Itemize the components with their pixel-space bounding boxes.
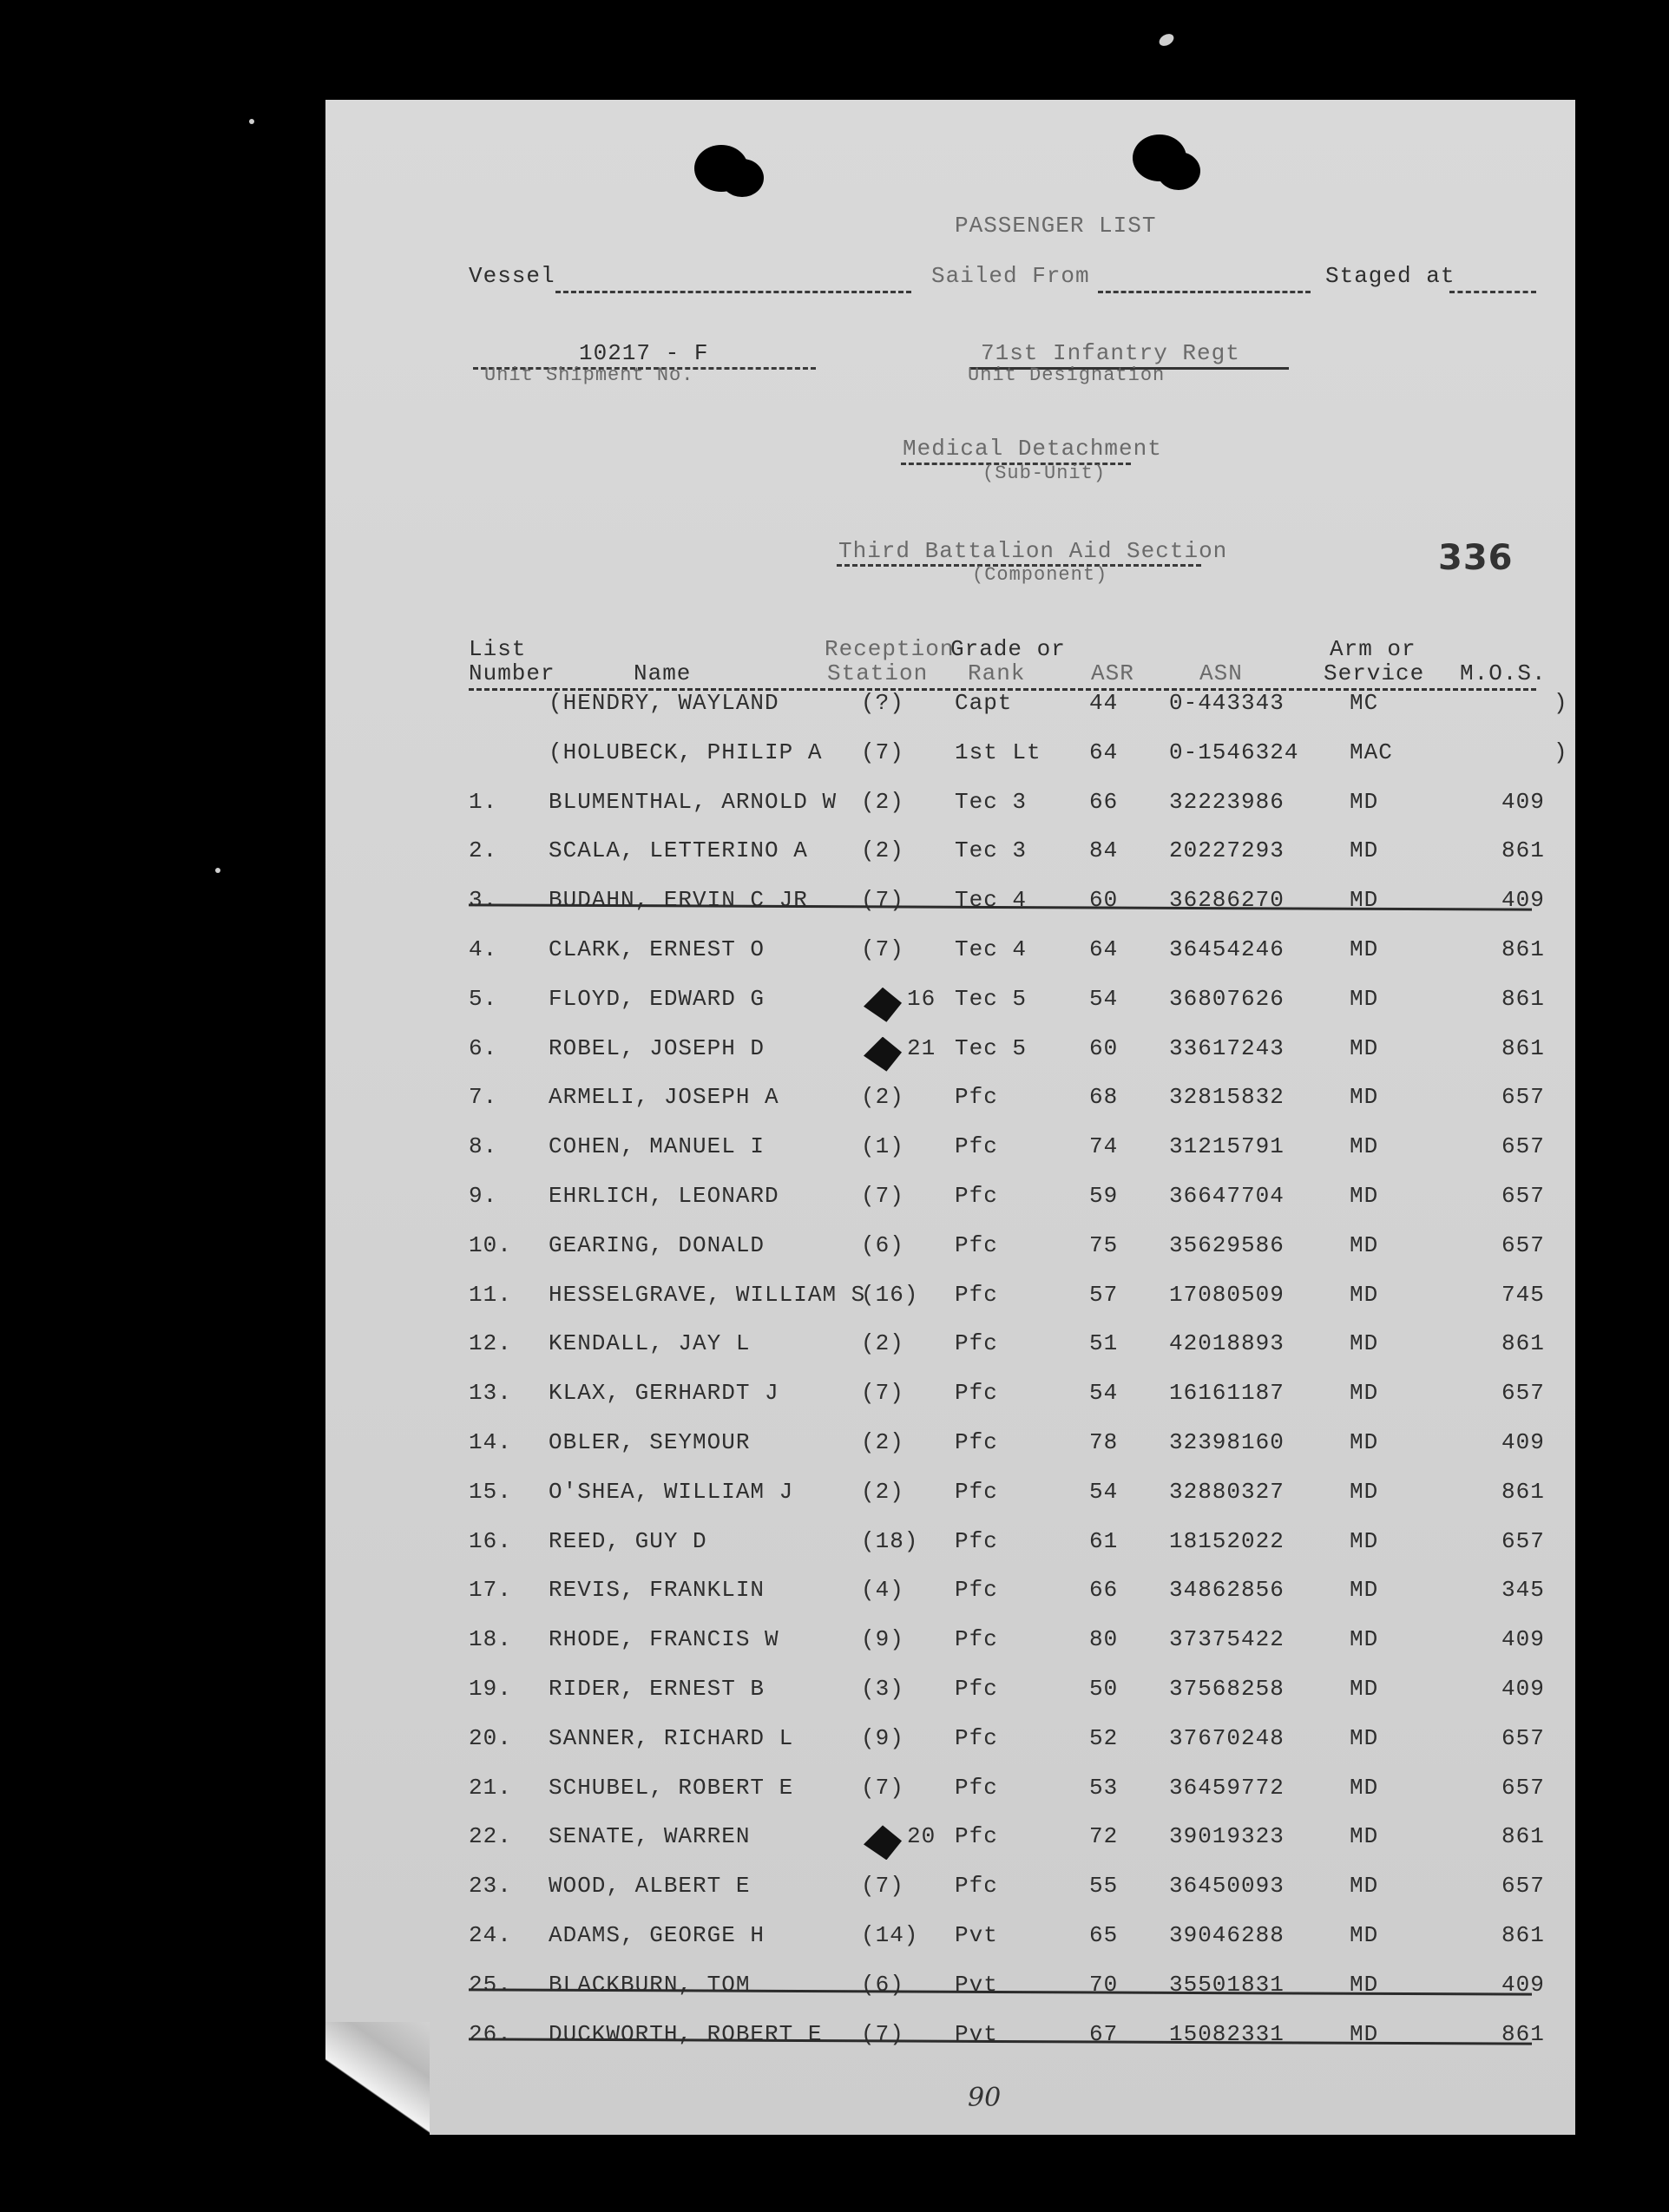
cell-rs: (3) [861, 1676, 904, 1702]
cell-asn: 36647704 [1169, 1183, 1285, 1209]
cell-name: BUDAHN, ERVIN C JR [549, 887, 808, 914]
cell-mos: 345 [1501, 1577, 1545, 1604]
cell-asn: 36807626 [1169, 985, 1285, 1012]
cell-name: REVIS, FRANKLIN [549, 1577, 766, 1604]
cell-grade: Tec 5 [955, 985, 1028, 1012]
cell-asr: 53 [1089, 1774, 1119, 1801]
cell-no: 13. [469, 1380, 512, 1407]
cell-rs: (7) [861, 887, 904, 914]
cell-arm: MD [1350, 1330, 1379, 1357]
cell-asr: 61 [1089, 1527, 1119, 1554]
col-reception-line1: Reception [825, 636, 955, 662]
cell-asr: 54 [1089, 1380, 1119, 1407]
cell-arm: MD [1350, 1823, 1379, 1850]
cell-asn: 36459772 [1169, 1774, 1285, 1801]
cell-rs: (16) [861, 1281, 919, 1308]
cell-name: HESSELGRAVE, WILLIAM S [549, 1281, 866, 1308]
table-row [325, 837, 1575, 879]
cell-mos: 409 [1501, 887, 1545, 914]
cell-grade: Pfc [955, 1676, 998, 1702]
cell-no: 2. [469, 837, 498, 864]
cell-rs: (9) [861, 1626, 904, 1653]
cell-no: 11. [469, 1281, 512, 1308]
cell-asn: 39019323 [1169, 1823, 1285, 1850]
col-name: Name [634, 660, 692, 686]
cell-mos: 861 [1501, 1330, 1545, 1357]
cell-rs: (14) [861, 1922, 919, 1948]
cell-asr: 54 [1089, 985, 1119, 1012]
cell-asn: 31215791 [1169, 1133, 1285, 1160]
cell-no: 26. [469, 2020, 512, 2047]
cell-asr: 84 [1089, 837, 1119, 864]
cell-rs: (2) [861, 788, 904, 815]
cell-no: 5. [469, 985, 498, 1012]
cell-rs: (1) [861, 1133, 904, 1160]
cell-no: 17. [469, 1577, 512, 1604]
cell-rs: (9) [861, 1724, 904, 1751]
cell-rs: 21 [907, 1034, 936, 1061]
cell-rs: (6) [861, 1231, 904, 1258]
col-asr: ASR [1091, 660, 1134, 686]
cell-rs: (7) [861, 1774, 904, 1801]
cell-arm: MD [1350, 1084, 1379, 1111]
staged-at-field-line [1449, 291, 1536, 293]
cell-grade: Pfc [955, 1133, 998, 1160]
cell-grade: 1st Lt [955, 738, 1041, 765]
cell-mos: 861 [1501, 985, 1545, 1012]
cell-grade: Tec 4 [955, 936, 1028, 962]
cell-asr: 74 [1089, 1133, 1119, 1160]
cell-grade: Tec 3 [955, 788, 1028, 815]
cell-grade: Pfc [955, 1724, 998, 1751]
ink-blot-mark [864, 988, 902, 1022]
cell-mos: ) [1554, 690, 1568, 716]
table-row [325, 1282, 1575, 1323]
cell-asr: 54 [1089, 1478, 1119, 1505]
cell-asr: 59 [1089, 1183, 1119, 1209]
cell-no: 16. [469, 1527, 512, 1554]
table-row [325, 1330, 1575, 1372]
cell-rs: (7) [861, 1873, 904, 1900]
table-row [325, 1725, 1575, 1767]
cell-asr: 50 [1089, 1676, 1119, 1702]
cell-grade: Pvt [955, 1971, 998, 1998]
cell-mos: 861 [1501, 1823, 1545, 1850]
col-arm-line1: Arm or [1330, 636, 1416, 662]
cell-mos: 409 [1501, 1429, 1545, 1455]
passenger-list-page [325, 100, 1575, 2135]
cell-asn: 32815832 [1169, 1084, 1285, 1111]
cell-arm: MD [1350, 936, 1379, 962]
table-row [325, 1972, 1575, 2013]
cell-rs: (6) [861, 1971, 904, 1998]
cell-asr: 64 [1089, 936, 1119, 962]
cell-arm: MD [1350, 1922, 1379, 1948]
cell-mos: 861 [1501, 936, 1545, 962]
cell-arm: MD [1350, 1429, 1379, 1455]
cell-asn: 35629586 [1169, 1231, 1285, 1258]
cell-grade: Pfc [955, 1774, 998, 1801]
cell-asr: 68 [1089, 1084, 1119, 1111]
col-list-number-line2: Number [469, 660, 555, 686]
cell-name: RHODE, FRANCIS W [549, 1626, 779, 1653]
cell-asn: 16161187 [1169, 1380, 1285, 1407]
handwritten-page-number: 90 [968, 2083, 1002, 2113]
cell-no: 12. [469, 1330, 512, 1357]
vessel-label: Vessel [469, 263, 555, 289]
cell-mos: 861 [1501, 2020, 1545, 2047]
cell-asn: 32398160 [1169, 1429, 1285, 1455]
cell-mos: 861 [1501, 837, 1545, 864]
cell-mos: ) [1554, 738, 1568, 765]
cell-name: O'SHEA, WILLIAM J [549, 1478, 794, 1505]
cell-grade: Pfc [955, 1873, 998, 1900]
cell-name: (HOLUBECK, PHILIP A [549, 738, 823, 765]
cell-name: WOOD, ALBERT E [549, 1873, 751, 1900]
cell-no: 6. [469, 1034, 498, 1061]
cell-mos: 657 [1501, 1133, 1545, 1160]
cell-rs: (7) [861, 936, 904, 962]
cell-name: COHEN, MANUEL I [549, 1133, 766, 1160]
cell-mos: 657 [1501, 1380, 1545, 1407]
table-row [325, 887, 1575, 929]
component-value: Third Battalion Aid Section [838, 538, 1228, 564]
cell-asr: 51 [1089, 1330, 1119, 1357]
cell-asn: 36454246 [1169, 936, 1285, 962]
cell-no: 18. [469, 1626, 512, 1653]
cell-grade: Pfc [955, 1429, 998, 1455]
table-row [325, 1479, 1575, 1520]
cell-asr: 55 [1089, 1873, 1119, 1900]
cell-grade: Pfc [955, 1084, 998, 1111]
cell-asr: 80 [1089, 1626, 1119, 1653]
sailed-from-label: Sailed From [931, 263, 1090, 289]
cell-asn: 42018893 [1169, 1330, 1285, 1357]
cell-rs: 16 [907, 985, 936, 1012]
cell-mos: 657 [1501, 1231, 1545, 1258]
table-row [325, 739, 1575, 781]
cell-mos: 861 [1501, 1922, 1545, 1948]
cell-name: EHRLICH, LEONARD [549, 1183, 779, 1209]
col-list-number-line1: List [469, 636, 527, 662]
scan-speck [1157, 31, 1176, 48]
cell-no: 20. [469, 1724, 512, 1751]
cell-rs: (4) [861, 1577, 904, 1604]
cell-mos: 657 [1501, 1774, 1545, 1801]
page-reference-number: 336 [1438, 538, 1514, 578]
cell-rs: (2) [861, 1429, 904, 1455]
cell-arm: MD [1350, 837, 1379, 864]
cell-arm: MD [1350, 1034, 1379, 1061]
col-arm-line2: Service [1324, 660, 1425, 686]
staged-at-label: Staged at [1325, 263, 1455, 289]
table-row [325, 1380, 1575, 1421]
cell-name: KLAX, GERHARDT J [549, 1380, 779, 1407]
cell-arm: MD [1350, 1133, 1379, 1160]
cell-asn: 34862856 [1169, 1577, 1285, 1604]
ink-blot-mark [864, 1037, 902, 1072]
cell-mos: 409 [1501, 1676, 1545, 1702]
cell-arm: MD [1350, 2020, 1379, 2047]
cell-mos: 657 [1501, 1724, 1545, 1751]
table-row [325, 1528, 1575, 1570]
sub-unit-value: Medical Detachment [903, 436, 1162, 462]
col-grade-line1: Grade or [950, 636, 1066, 662]
cell-name: SANNER, RICHARD L [549, 1724, 794, 1751]
cell-asn: 18152022 [1169, 1527, 1285, 1554]
table-row [325, 1676, 1575, 1717]
punch-hole [720, 159, 764, 197]
cell-name: DUCKWORTH, ROBERT E [549, 2020, 823, 2047]
cell-asn: 32223986 [1169, 788, 1285, 815]
table-row [325, 1133, 1575, 1175]
cell-asn: 39046288 [1169, 1922, 1285, 1948]
cell-mos: 657 [1501, 1183, 1545, 1209]
cell-asr: 65 [1089, 1922, 1119, 1948]
table-row [325, 1823, 1575, 1865]
cell-asr: 78 [1089, 1429, 1119, 1455]
cell-no: 8. [469, 1133, 498, 1160]
cell-no: 1. [469, 788, 498, 815]
unit-designation-label: Unit Designation [968, 364, 1166, 386]
cell-arm: MD [1350, 985, 1379, 1012]
table-header [325, 636, 1575, 688]
table-row [325, 1577, 1575, 1618]
cell-grade: Pfc [955, 1330, 998, 1357]
cell-no: 3. [469, 887, 498, 914]
punch-hole [1157, 152, 1200, 190]
cell-mos: 861 [1501, 1034, 1545, 1061]
cell-asr: 57 [1089, 1281, 1119, 1308]
table-row [325, 1626, 1575, 1668]
cell-grade: Pvt [955, 1922, 998, 1948]
cell-arm: MD [1350, 887, 1379, 914]
cell-asn: 37568258 [1169, 1676, 1285, 1702]
col-reception-line2: Station [827, 660, 929, 686]
cell-rs: (7) [861, 1380, 904, 1407]
cell-mos: 657 [1501, 1873, 1545, 1900]
cell-grade: Pvt [955, 2020, 998, 2047]
cell-grade: Pfc [955, 1281, 998, 1308]
cell-name: KENDALL, JAY L [549, 1330, 751, 1357]
cell-rs: (2) [861, 1478, 904, 1505]
cell-mos: 657 [1501, 1084, 1545, 1111]
cell-rs: (2) [861, 1084, 904, 1111]
cell-no: 24. [469, 1922, 512, 1948]
cell-no: 23. [469, 1873, 512, 1900]
table-row [325, 1775, 1575, 1816]
cell-asr: 66 [1089, 788, 1119, 815]
cell-name: GEARING, DONALD [549, 1231, 766, 1258]
cell-no: 9. [469, 1183, 498, 1209]
cell-name: CLARK, ERNEST O [549, 936, 766, 962]
cell-no: 21. [469, 1774, 512, 1801]
cell-arm: MAC [1350, 738, 1393, 765]
table-row [325, 789, 1575, 830]
cell-name: BLUMENTHAL, ARNOLD W [549, 788, 838, 815]
cell-no: 25. [469, 1971, 512, 1998]
col-mos: M.O.S. [1460, 660, 1547, 686]
cell-asn: 0-443343 [1169, 690, 1285, 716]
cell-name: OBLER, SEYMOUR [549, 1429, 751, 1455]
cell-arm: MD [1350, 1774, 1379, 1801]
table-row [325, 1183, 1575, 1224]
cell-grade: Tec 4 [955, 887, 1028, 914]
cell-asr: 52 [1089, 1724, 1119, 1751]
cell-name: ROBEL, JOSEPH D [549, 1034, 766, 1061]
cell-mos: 657 [1501, 1527, 1545, 1554]
cell-rs: (2) [861, 837, 904, 864]
cell-name: REED, GUY D [549, 1527, 707, 1554]
cell-arm: MD [1350, 1478, 1379, 1505]
cell-asn: 36286270 [1169, 887, 1285, 914]
cell-rs: (2) [861, 1330, 904, 1357]
cell-asr: 72 [1089, 1823, 1119, 1850]
cell-grade: Tec 5 [955, 1034, 1028, 1061]
cell-grade: Pfc [955, 1823, 998, 1850]
cell-no: 7. [469, 1084, 498, 1111]
document-title: PASSENGER LIST [955, 213, 1157, 239]
table-row [325, 1084, 1575, 1126]
cell-rs: (?) [861, 690, 904, 716]
table-row [325, 1873, 1575, 1914]
cell-name: SCHUBEL, ROBERT E [549, 1774, 794, 1801]
table-row [325, 1922, 1575, 1964]
cell-asr: 66 [1089, 1577, 1119, 1604]
table-row [325, 986, 1575, 1027]
cell-rs: 20 [907, 1823, 936, 1850]
cell-asr: 70 [1089, 1971, 1119, 1998]
cell-arm: MD [1350, 1380, 1379, 1407]
cell-name: BLACKBURN, TOM [549, 1971, 751, 1998]
cell-arm: MD [1350, 1183, 1379, 1209]
cell-no: 10. [469, 1231, 512, 1258]
cell-asn: 37375422 [1169, 1626, 1285, 1653]
unit-shipment-value: 10217 - F [579, 340, 709, 366]
cell-arm: MD [1350, 1971, 1379, 1998]
cell-no: 22. [469, 1823, 512, 1850]
cell-no: 19. [469, 1676, 512, 1702]
cell-no: 14. [469, 1429, 512, 1455]
cell-arm: MD [1350, 1527, 1379, 1554]
cell-rs: (18) [861, 1527, 919, 1554]
cell-mos: 409 [1501, 788, 1545, 815]
scan-speck [249, 119, 254, 124]
cell-asn: 20227293 [1169, 837, 1285, 864]
folded-corner [325, 2022, 430, 2135]
cell-arm: MD [1350, 1626, 1379, 1653]
table-row [325, 1232, 1575, 1274]
ink-blot-mark [864, 1825, 902, 1860]
cell-arm: MD [1350, 1676, 1379, 1702]
cell-mos: 409 [1501, 1971, 1545, 1998]
cell-asn: 0-1546324 [1169, 738, 1299, 765]
cell-asn: 37670248 [1169, 1724, 1285, 1751]
col-grade-line2: Rank [968, 660, 1026, 686]
cell-arm: MD [1350, 1873, 1379, 1900]
cell-name: (HENDRY, WAYLAND [549, 690, 779, 716]
cell-name: ARMELI, JOSEPH A [549, 1084, 779, 1111]
table-row [325, 1035, 1575, 1077]
cell-no: 15. [469, 1478, 512, 1505]
vessel-field-line [555, 291, 911, 293]
col-asn: ASN [1199, 660, 1243, 686]
cell-rs: (7) [861, 1183, 904, 1209]
cell-arm: MD [1350, 1577, 1379, 1604]
cell-asr: 60 [1089, 1034, 1119, 1061]
table-row [325, 690, 1575, 732]
cell-asn: 36450093 [1169, 1873, 1285, 1900]
sub-unit-label: (Sub-Unit) [982, 463, 1107, 484]
cell-asr: 64 [1089, 738, 1119, 765]
cell-arm: MC [1350, 690, 1379, 716]
unit-designation-value: 71st Infantry Regt [981, 340, 1240, 366]
cell-mos: 861 [1501, 1478, 1545, 1505]
cell-grade: Pfc [955, 1527, 998, 1554]
cell-mos: 745 [1501, 1281, 1545, 1308]
cell-name: FLOYD, EDWARD G [549, 985, 766, 1012]
component-label: (Component) [972, 564, 1108, 586]
table-row [325, 2021, 1575, 2063]
cell-asr: 67 [1089, 2020, 1119, 2047]
cell-asr: 75 [1089, 1231, 1119, 1258]
cell-asr: 60 [1089, 887, 1119, 914]
cell-grade: Pfc [955, 1231, 998, 1258]
cell-name: RIDER, ERNEST B [549, 1676, 766, 1702]
cell-asn: 33617243 [1169, 1034, 1285, 1061]
cell-grade: Tec 3 [955, 837, 1028, 864]
cell-name: SENATE, WARREN [549, 1823, 751, 1850]
cell-rs: (7) [861, 738, 904, 765]
cell-asn: 32880327 [1169, 1478, 1285, 1505]
sailed-from-field-line [1098, 291, 1311, 293]
cell-asn: 17080509 [1169, 1281, 1285, 1308]
cell-grade: Capt [955, 690, 1013, 716]
cell-arm: MD [1350, 1724, 1379, 1751]
cell-asr: 44 [1089, 690, 1119, 716]
cell-arm: MD [1350, 1281, 1379, 1308]
cell-arm: MD [1350, 788, 1379, 815]
cell-grade: Pfc [955, 1626, 998, 1653]
cell-asn: 15082331 [1169, 2020, 1285, 2047]
cell-asn: 35501831 [1169, 1971, 1285, 1998]
scan-speck [215, 868, 220, 873]
table-row [325, 1429, 1575, 1471]
cell-name: ADAMS, GEORGE H [549, 1922, 766, 1948]
cell-grade: Pfc [955, 1380, 998, 1407]
cell-grade: Pfc [955, 1577, 998, 1604]
cell-grade: Pfc [955, 1183, 998, 1209]
cell-name: SCALA, LETTERINO A [549, 837, 808, 864]
table-row [325, 936, 1575, 978]
cell-no: 4. [469, 936, 498, 962]
cell-grade: Pfc [955, 1478, 998, 1505]
cell-mos: 409 [1501, 1626, 1545, 1653]
cell-rs: (7) [861, 2020, 904, 2047]
cell-arm: MD [1350, 1231, 1379, 1258]
unit-shipment-label: Unit Shipment No. [484, 364, 694, 386]
